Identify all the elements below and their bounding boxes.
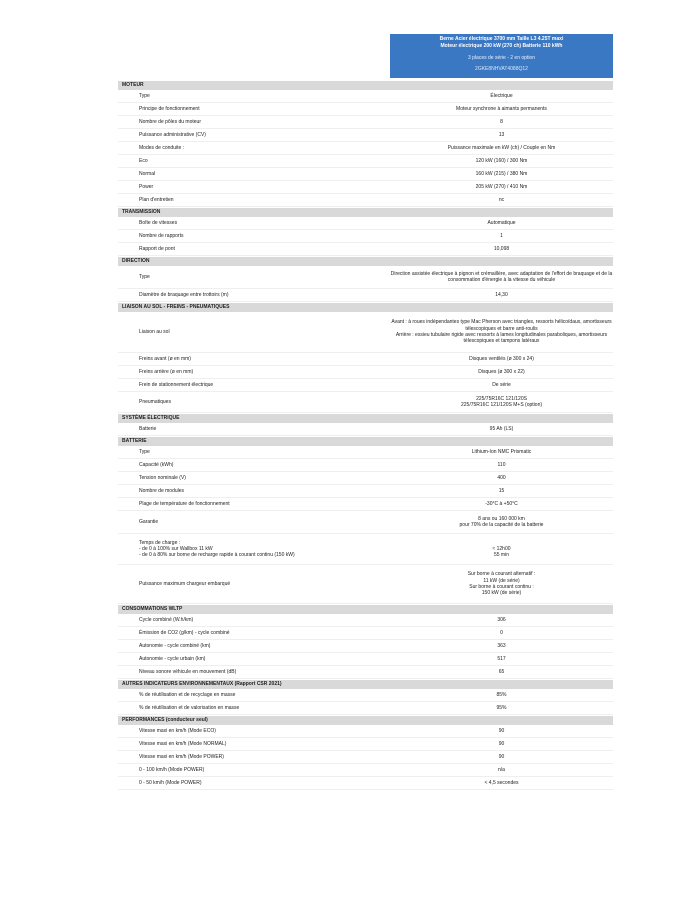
spec-row: [118, 777, 613, 790]
spec-row: [118, 243, 613, 256]
spec-row: [118, 155, 613, 168]
spec-value: 10,098: [493, 245, 510, 252]
spec-label: Tension nominale (V): [139, 474, 186, 481]
section-header: SYSTÈME ÉLECTRIQUE: [118, 414, 613, 423]
spec-label: Liaison au sol: [139, 328, 170, 335]
section-header: BATTERIE: [118, 437, 613, 446]
spec-label: Plan d'entretien: [139, 196, 174, 203]
spec-value: 65: [498, 668, 505, 675]
spec-label: Puissance maximum chargeur embarqué: [139, 580, 231, 587]
spec-row: [118, 751, 613, 764]
spec-label: Vitesse maxi en km/h (Mode NORMAL): [139, 740, 227, 747]
spec-label: Modes de conduite :: [139, 144, 185, 151]
spec-value: 517: [497, 655, 506, 662]
spec-value: ≈ 12h00 55 min: [492, 545, 511, 559]
vehicle-header: [390, 34, 613, 78]
spec-value: 85%: [496, 691, 507, 698]
vehicle-subtitle: Moteur électrique 200 kW (270 ch) Batterie 110 kWh: [440, 43, 563, 49]
spec-label: Temps de charge : - de 0 à 100% sur Wallbox 11 kW - de 0 à 80% sur borne de recharge rapide à courant continu (150 kW): [139, 539, 295, 559]
spec-row: [118, 312, 613, 353]
spec-row: [118, 181, 613, 194]
spec-label: Eco: [139, 157, 148, 164]
spec-label: Normal: [139, 170, 156, 177]
spec-value: 1: [500, 232, 503, 239]
spec-row: [118, 498, 613, 511]
spec-row: [118, 565, 613, 604]
spec-value: De série: [492, 381, 511, 388]
spec-label: Power: [139, 183, 154, 190]
spec-value: 95 Ah (LS): [489, 425, 514, 432]
spec-value: Moteur synchrone à aimants permanents: [456, 105, 547, 112]
spec-value: 160 kW (215) / 380 Nm: [475, 170, 528, 177]
spec-row: [118, 168, 613, 181]
spec-value: Disques (ø 300 x 22): [478, 368, 525, 375]
spec-value: 306: [497, 616, 506, 623]
spec-label: Puissance administrative (CV): [139, 131, 206, 138]
spec-label: Freins avant (ø en mm): [139, 355, 191, 362]
spec-label: Cycle combiné (W.h/km): [139, 616, 194, 623]
spec-label: Diamètre de braquage entre trottoirs (m): [139, 291, 229, 298]
section-header: MOTEUR: [118, 81, 613, 90]
spec-row: [118, 230, 613, 243]
spec-row: [118, 511, 613, 534]
spec-value: 14,30: [495, 291, 508, 298]
spec-row: [118, 142, 613, 155]
spec-row: [118, 366, 613, 379]
spec-value: 15: [498, 487, 505, 494]
spec-row: [118, 485, 613, 498]
spec-row: [118, 472, 613, 485]
spec-row: [118, 423, 613, 436]
spec-value: 0: [500, 629, 503, 636]
spec-label: Plage de température de fonctionnement: [139, 500, 230, 507]
spec-value: Sur borne à courant alternatif : 11 kW (de série) Sur borne à courant continu : 150 kW (de série): [467, 571, 536, 597]
spec-value: 120 kW (160) / 300 Nm: [475, 157, 528, 164]
spec-value: 225/75R16C 121/120S 225/75R16C 121/120S M+S (option): [460, 395, 543, 408]
section-header: TRANSMISSION: [118, 208, 613, 217]
spec-value: < 4,5 secondes: [484, 779, 519, 786]
spec-value: 400: [497, 474, 506, 481]
spec-row: [118, 614, 613, 627]
section-header: DIRECTION: [118, 257, 613, 266]
spec-label: Type: [139, 92, 150, 99]
spec-row: [118, 725, 613, 738]
spec-label: Type: [139, 273, 150, 280]
spec-table: [118, 80, 613, 790]
spec-row: [118, 129, 613, 142]
spec-label: Batterie: [139, 425, 157, 432]
spec-value: 205 kW (270) / 410 Nm: [475, 183, 528, 190]
spec-label: Autonomie - cycle combiné (km): [139, 642, 211, 649]
spec-row: [118, 459, 613, 472]
spec-label: Pneumatiques: [139, 398, 171, 405]
spec-row: [118, 266, 613, 289]
spec-row: [118, 534, 613, 565]
spec-label: % de réutilisation et de valorisation en masse: [139, 704, 240, 711]
section-header: LIAISON AU SOL - FREINS - PNEUMATIQUES: [118, 303, 613, 312]
spec-label: Autonomie - cycle urbain (km): [139, 655, 206, 662]
spec-value: 110: [497, 461, 506, 468]
spec-row: [118, 666, 613, 679]
spec-value: 8: [500, 118, 503, 125]
spec-row: [118, 217, 613, 230]
spec-value: 90: [498, 753, 505, 760]
spec-value: 90: [498, 727, 505, 734]
spec-label: Vitesse maxi en km/h (Mode POWER): [139, 753, 224, 760]
spec-row: [118, 640, 613, 653]
spec-label: 0 - 50 km/h (Mode POWER): [139, 779, 202, 786]
spec-row: [118, 194, 613, 207]
spec-value: Avant : à roues indépendantes type Mac Pherson avec triangles, ressorts hélicoïdaux, amortisseurs télescopiques et barre anti-roulis Arrière : essieu tubulaire rigide avec ressorts à lames longitudinales paraboliques, amortisseurs télescopiques et tampons latéraux: [391, 319, 612, 345]
vehicle-title: Berne Acier électrique 3700 mm Taille L3 4.25T maxi: [439, 36, 564, 42]
spec-value: 13: [498, 131, 505, 138]
spec-row: [118, 702, 613, 715]
spec-row: [118, 116, 613, 129]
spec-row: [118, 392, 613, 413]
spec-label: % de réutilisation et de recyclage en masse: [139, 691, 236, 698]
spec-value: Puissance maximale en kW (ch) / Couple en Nm: [447, 144, 556, 151]
spec-value: 95%: [496, 704, 507, 711]
section-header: AUTRES INDICATEURS ENVIRONNEMENTAUX (Rapport CSR 2021): [118, 680, 613, 689]
spec-label: Boîte de vitesses: [139, 219, 178, 226]
spec-row: [118, 90, 613, 103]
spec-value: -30°C à +50°C: [485, 500, 518, 507]
spec-label: Rapport de pont: [139, 245, 175, 252]
spec-row: [118, 379, 613, 392]
spec-value: 363: [497, 642, 506, 649]
spec-label: Type: [139, 448, 150, 455]
spec-label: Émission de CO2 (g/km) - cycle combiné: [139, 629, 230, 636]
spec-row: [118, 289, 613, 302]
spec-label: 0 - 100 km/h (Mode POWER): [139, 766, 205, 773]
spec-row: [118, 446, 613, 459]
spec-label: Freins arrière (ø en mm): [139, 368, 194, 375]
spec-label: Capacité (kWh): [139, 461, 174, 468]
spec-row: [118, 103, 613, 116]
spec-value: n/a: [498, 766, 505, 773]
spec-label: Nombre de rapports: [139, 232, 184, 239]
spec-value: 8 ans ou 160 000 km pour 70% de la capacité de la batterie: [459, 515, 544, 528]
section-header: CONSOMMATIONS WLTP: [118, 605, 613, 614]
spec-value: 90: [498, 740, 505, 747]
spec-value: Électrique: [490, 92, 513, 99]
spec-row: [118, 653, 613, 666]
spec-row: [118, 764, 613, 777]
spec-row: [118, 689, 613, 702]
spec-value: Automatique: [487, 219, 516, 226]
spec-label: Garantie: [139, 518, 159, 525]
spec-label: Nombre de pôles du moteur: [139, 118, 201, 125]
spec-label: Nombre de modules: [139, 487, 185, 494]
section-header: PERFORMANCES (conducteur seul): [118, 716, 613, 725]
spec-label: Frein de stationnement électrique: [139, 381, 214, 388]
spec-value: nc: [498, 196, 505, 203]
spec-value: Lithium-Ion NMC Prismatic: [471, 448, 532, 455]
version-code: 2GKE8NHVAT4088Q12: [475, 66, 528, 72]
spec-row: [118, 627, 613, 640]
spec-label: Principe de fonctionnement: [139, 105, 200, 112]
spec-label: Niveau sonore véhicule en mouvement (dB): [139, 668, 237, 675]
spec-value: Disques ventilés (ø 300 x 24): [469, 355, 534, 362]
spec-value: Direction assistée électrique à pignon et crémaillère, avec adaptation de l'effort de braquage et de la consommation d'énergie à la vitesse du véhicule: [390, 270, 613, 283]
spec-row: [118, 738, 613, 751]
spec-row: [118, 353, 613, 366]
spec-label: Vitesse maxi en km/h (Mode ECO): [139, 727, 216, 734]
seats-note: 3 places de série - 2 en option: [468, 55, 535, 61]
